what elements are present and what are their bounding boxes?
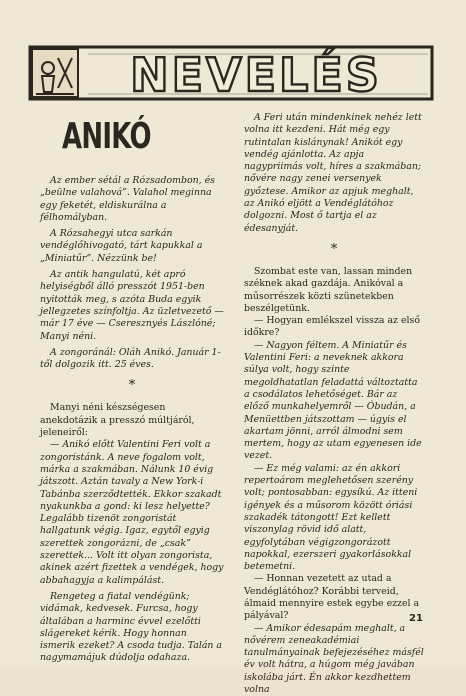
quote-paragraph: A Feri után mindenkinek nehéz lett volna itt kezdeni. Hát még egy rutintalan kislánynak! Anikót egy vendég ajánlotta. Az apja nagypriimás volt, híres a szakmában; nővére nagy zenei versenyek győztese. Amikor az apjuk meghalt, az Anikó eljött a Vendéglátóhoz dolgozni. Most ő tartja el az édesanyját. bbox=[244, 112, 422, 234]
masthead-banner bbox=[28, 44, 434, 102]
quote-paragraph: — Anikó előtt Valentini Feri volt a zongoristánk. A neve fogalom volt, márka a szakmában. Nálunk 10 évig játszott. Aztán tavaly a New York-i Tabánba szerződtették. Ekkor szakadt nyakunkba a gond: ki lesz helyette? Legalább tizenöt zongoristát hallgatunk végig. Igaz, egytől egyig szerettek zongorázni, de „csak” szerettek... Volt itt olyan zongorista, akinek azért fizettek a vendégek, hogy abbahagyja a kalimpálást. bbox=[40, 439, 224, 586]
left-column bbox=[40, 175, 224, 665]
right-column bbox=[244, 112, 424, 696]
masthead-word: NEVELÉS bbox=[130, 48, 382, 102]
question-paragraph: — Hogyan emlékszel vissza az első időkre? bbox=[244, 315, 420, 339]
page-number: 21 bbox=[409, 613, 423, 624]
section-divider-star: * bbox=[330, 241, 338, 257]
intro-paragraph: Az ember sétál a Rózsadombon, és „beülne valahová”. Valahol meginna egy feketét, eldiskurálna a félhomályban. bbox=[40, 175, 215, 223]
answer-paragraph: — Nagyon féltem. A Miniatűr és Valentini Feri: a neveknek akkora súlya volt, hogy szinte megoldhatatlan feladattá változtatta a csodálatos lehetőséget. Bár az előző munkahelyemről — Óbudán, a Menüettben játszottam — úgyis el akartam jönni, arról álmodni sem mertem, hogy az utam egyenesen ide vezet. bbox=[244, 339, 422, 462]
section-divider-star: * bbox=[128, 378, 136, 394]
answer-paragraph: — Amikor édesapám meghalt, a nővérem zeneakadémiai tanulmányainak befejezéséhez másfél év volt hátra, a húgom még javában iskolába járt. Én akkor kezdhettem volna bbox=[244, 622, 424, 696]
intro-paragraph: A Rózsahegyi utca sarkán vendéglőhivogató, tárt kapukkal a „Miniatűr”. Nézzünk be! bbox=[40, 228, 203, 264]
quote-paragraph: Rengeteg a fiatal vendégünk; vidámak, kedvesek. Furcsa, hogy általában a harminc évvel ezelőtti slágereket kérik. Hogy honnan ismerik ezeket? A csoda tudja. Talán a nagymamájuk dúdolja odahaza. bbox=[40, 590, 223, 664]
article-title: ANIKÓ bbox=[62, 116, 151, 157]
answer-paragraph: — Ez még valami: az én akkori repertoárom meglehetősen szerény volt; pontosabban: egysíkú. Az itteni igények és a műsorom között óriási szakadék tátongott! Ezt kellett viszonylag rövid idő alatt, egyfolytában végigzongorázott napokkal, ezerszeri gyakorlásokkal betemetni. bbox=[244, 462, 418, 573]
section-masthead bbox=[28, 44, 434, 102]
intro-paragraph: A zongoránál: Oláh Anikó. Január 1-től dolgozik itt. 25 éves. bbox=[40, 346, 221, 371]
intro-paragraph: Az antik hangulatú, két apró helyiségből álló presszót 1951-ben nyitották meg, s azóta Buda egyik jellegzetes színfoltja. Az üzletvezető — már 17 éve — Cseresznyés Lászlóné; Manyi néni. bbox=[40, 269, 224, 342]
body-paragraph: Manyi néni készségesen anekdotázik a presszó múltjáról, jeleneiről: bbox=[40, 402, 195, 439]
body-paragraph: Szombat este van, lassan minden széknek akad gazdája. Anikóval a műsorrészek közti szünetekben beszélgetünk. bbox=[244, 265, 413, 314]
child-drawing-icon bbox=[32, 49, 78, 97]
question-paragraph: — Honnan vezetett az utad a Vendéglátóhoz? Korábbi terveid, álmaid mennyire estek egybe ezzel a pályával? bbox=[244, 573, 420, 622]
